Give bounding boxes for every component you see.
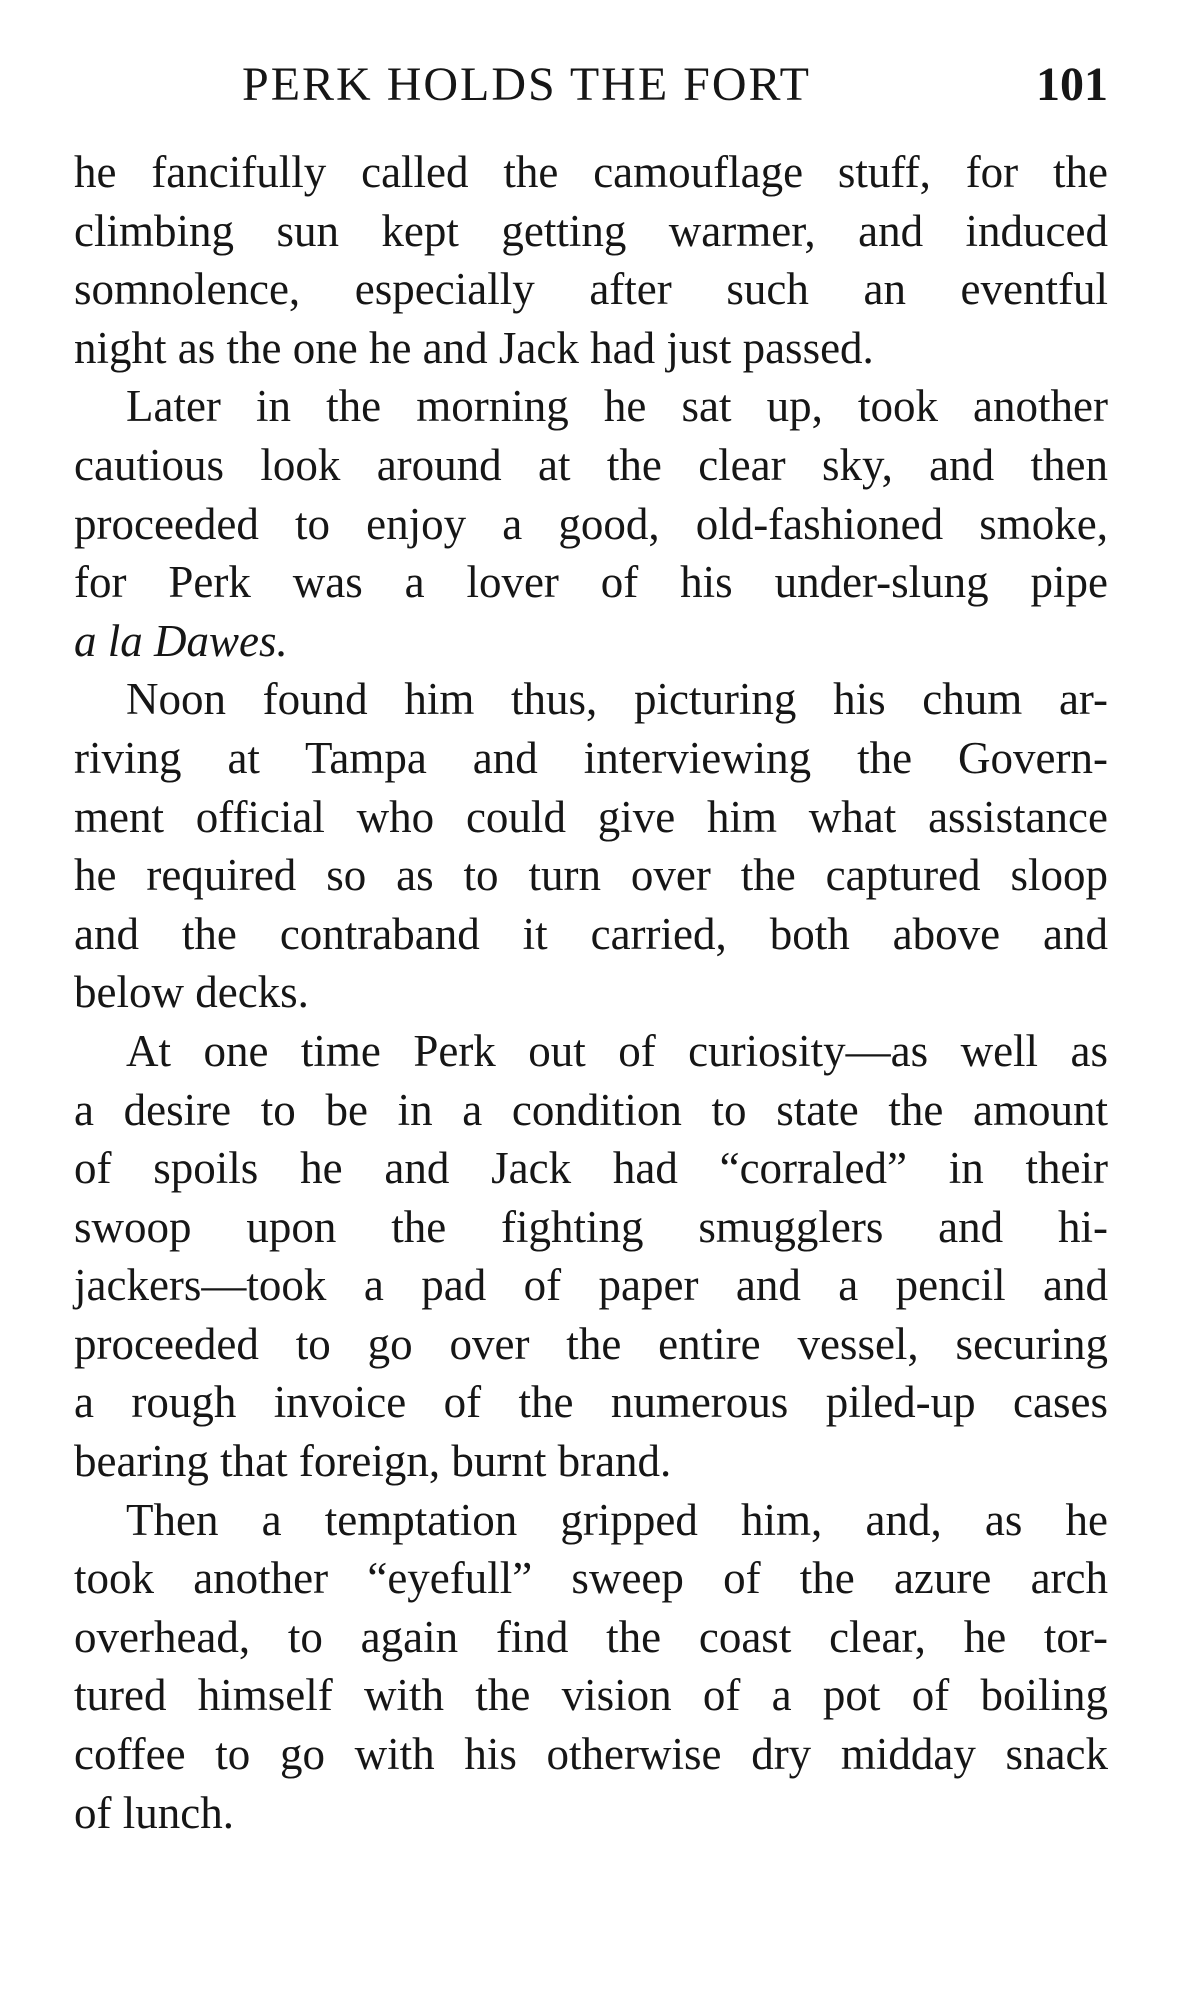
text-line: cautious look around at the clear sky, and then (74, 439, 1108, 490)
text-line: for Perk was a lover of his under-slung pipe (74, 557, 1108, 608)
text-line: and the contraband it carried, both above and (74, 908, 1108, 959)
text-line: a rough invoice of the numerous piled-up cases (74, 1377, 1108, 1428)
chapter-title: PERK HOLDS THE FORT (242, 58, 811, 111)
paragraph-2 (74, 377, 1108, 670)
text-line: somnolence, especially after such an eventful (74, 264, 1108, 315)
text-line: Noon found him thus, picturing his chum ar- (126, 674, 1108, 725)
running-head (74, 55, 1108, 115)
text-line: coffee to go with his otherwise dry midday snack (74, 1729, 1108, 1780)
page-number: 101 (1036, 58, 1108, 111)
text-line: night as the one he and Jack had just passed. (74, 322, 874, 373)
text-line: took another “eyefull” sweep of the azure arch (74, 1553, 1108, 1604)
text-line: Then a temptation gripped him, and, as he (126, 1494, 1108, 1545)
text-line: of spoils he and Jack had “corraled” in their (74, 1143, 1108, 1194)
text-line: swoop upon the fighting smugglers and hi- (74, 1201, 1108, 1252)
paragraph-3 (74, 670, 1108, 1022)
text-line: Later in the morning he sat up, took another (126, 381, 1108, 432)
text-line: jackers—took a pad of paper and a pencil and (74, 1260, 1108, 1311)
text-line: below decks. (74, 967, 309, 1018)
text-line: bearing that foreign, burnt brand. (74, 1436, 672, 1487)
text-line: he required so as to turn over the captured sloop (74, 850, 1108, 901)
body-text (74, 143, 1108, 1842)
text-line: climbing sun kept getting warmer, and induced (74, 205, 1108, 256)
paragraph-5 (74, 1491, 1108, 1843)
text-line: a desire to be in a condition to state the amount (74, 1084, 1108, 1135)
paragraph-1 (74, 143, 1108, 377)
text-line: proceeded to go over the entire vessel, securing (74, 1318, 1108, 1369)
text-line: proceeded to enjoy a good, old-fashioned smoke, (74, 498, 1108, 549)
text-line: a la Dawes. (74, 615, 288, 666)
text-line: ment official who could give him what assistance (74, 791, 1108, 842)
text-line: riving at Tampa and interviewing the Govern- (74, 732, 1108, 783)
text-line: overhead, to again find the coast clear, he tor- (74, 1611, 1108, 1662)
text-line: tured himself with the vision of a pot of boiling (74, 1670, 1108, 1721)
paragraph-4 (74, 1022, 1108, 1491)
text-line: he fancifully called the camouflage stuff, for the (74, 147, 1108, 197)
text-line: of lunch. (74, 1787, 234, 1838)
text-line: At one time Perk out of curiosity—as well as (126, 1025, 1108, 1076)
